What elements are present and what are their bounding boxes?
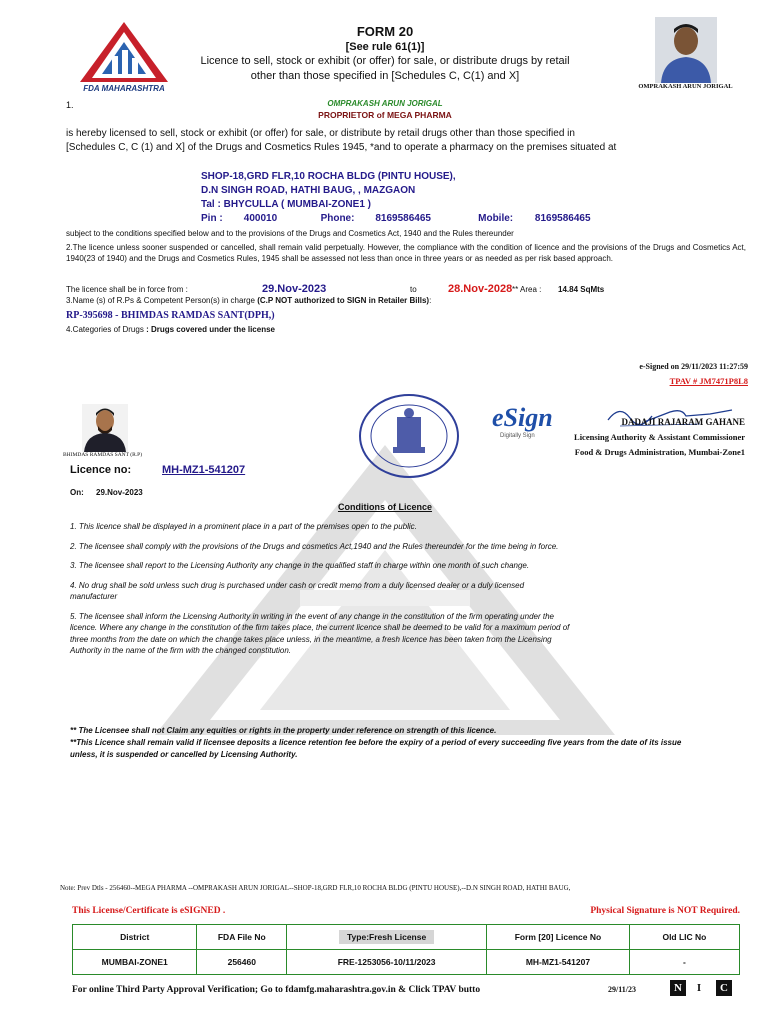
footer-date: 29/11/23 xyxy=(608,985,637,994)
esigned-notice: This License/Certificate is eSIGNED . xyxy=(72,906,226,916)
licence-notes xyxy=(70,725,690,761)
physical-signature-notice: Physical Signature is NOT Required. xyxy=(590,906,740,916)
authority-name: DADAJI RAJARAM GAHANE xyxy=(621,417,745,427)
licensee-role: PROPRIETOR of MEGA PHARMA xyxy=(318,110,452,120)
header-licence-no: Form [20] Licence No xyxy=(487,925,630,950)
force-from-date: 29.Nov-2023 xyxy=(262,283,327,295)
c-button[interactable]: C xyxy=(716,980,732,996)
cell-file-no: 256460 xyxy=(197,950,287,975)
note-equities: ** The Licensee shall not Claim any equities or rights in the property under reference on strength of this licence. xyxy=(70,726,497,735)
cell-licence-no: MH-MZ1-541207 xyxy=(487,950,630,975)
authority-department: Food & Drugs Administration, Mumbai-Zone1 xyxy=(574,447,745,457)
pharmacist-photo-caption: BHIMDAS RAMDAS SANT (R.P) xyxy=(63,452,143,458)
issue-date-label: On: xyxy=(70,488,84,497)
conditions-heading: Conditions of Licence xyxy=(337,502,432,512)
condition-item: 1. This licence shall be displayed in a prominent place in a part of the premises open to the public. xyxy=(70,522,417,531)
header-file-no: FDA File No xyxy=(197,925,287,950)
i-button[interactable]: I xyxy=(696,982,702,994)
form-subtitle-line1: Licence to sell, stock or exhibit (or offer) for sale, or distribute drugs by retail xyxy=(200,55,570,67)
table-header-row xyxy=(73,925,740,950)
phone-label: Phone: xyxy=(320,213,355,224)
owner-photo-caption: OMPRAKASH ARUN JORIGAL xyxy=(638,83,733,90)
esigned-timestamp: e-Signed on 29/11/2023 11:27:59 xyxy=(639,362,748,371)
validity-period-row xyxy=(66,283,746,297)
header-old-lic-no: Old LIC No xyxy=(629,925,739,950)
registered-pharmacist: RP-395698 - BHIMDAS RAMDAS SANT(DPH,) xyxy=(66,310,275,321)
licence-number-label: Licence no: xyxy=(70,464,132,476)
issue-date: 29.Nov-2023 xyxy=(96,488,143,497)
area-label: ** Area : xyxy=(512,285,542,294)
categories-label: 4.Categories of Drugs xyxy=(66,325,144,334)
licensee-name: OMPRAKASH ARUN JORIGAL xyxy=(327,99,443,108)
owner-photo xyxy=(655,17,717,83)
grant-line-1: is hereby licensed to sell, stock or exhibit (or offer) for sale, or distribute by retail drugs other than those specified in xyxy=(66,128,575,139)
mobile-value: 8169586465 xyxy=(534,213,591,224)
tpav-verification-text: For online Third Party Approval Verification; Go to fdamfg.maharashtra.gov.in & Click TPAV butto xyxy=(72,985,481,995)
form-rule: [See rule 61(1)] xyxy=(345,41,425,53)
issue-date-line xyxy=(70,488,143,497)
to-label: to xyxy=(410,285,417,294)
fda-seal xyxy=(358,393,460,479)
grant-line-2: [Schedules C, C (1) and X] of the Drugs and Cosmetics Rules 1945, *and to operate a pharmacy on the premises situated at xyxy=(66,142,617,153)
condition-item: 3. The licensee shall report to the Licensing Authority any change in the qualified staff in charge within one month of such change. xyxy=(70,561,530,570)
previous-details-note: Note: Prev Dtls - 256460--MEGA PHARMA --OMPRAKASH ARUN JORIGAL--SHOP-18,GRD FLR,10 ROCHA BLDG (PINTU HOUSE),--D.N SINGH ROAD, HATHI BAUG, xyxy=(60,884,571,892)
phone-value: 8169586465 xyxy=(375,213,431,224)
address-line-2: D.N SINGH ROAD, HATHI BAUG, , MAZGAON xyxy=(201,185,416,196)
note-retention-fee: **This Licence shall remain valid if licensee deposits a licence retention fee before the expiry of a period of every succeeding five years from the date of its issue unless, it is suspended or cancelled by Licensing Authority. xyxy=(70,738,682,759)
competent-person-colon: : xyxy=(429,296,432,305)
authority-signature xyxy=(600,400,740,432)
competent-person-line xyxy=(66,296,431,305)
cell-district: MUMBAI-ZONE1 xyxy=(73,950,197,975)
validity-clause: 2.The licence unless sooner suspended or cancelled, shall remain valid perpetually. However, the compliance with the condition of licence and the provisions of the Drugs and Cosmetics Act, 1940(23 of 1940) and the Drugs and Cosmetics Rules, 1945 shall be assessed not less than once in three years or as needed as per risk based approach. xyxy=(66,243,746,263)
licence-number: MH-MZ1-541207 xyxy=(162,464,246,476)
table-row xyxy=(73,950,740,975)
header-type-cell xyxy=(287,925,487,950)
svg-text:FDA MAHARASHTRA: FDA MAHARASHTRA xyxy=(83,84,165,93)
address-line-3: Tal : BHYCULLA ( MUMBAI-ZONE1 ) xyxy=(201,199,371,210)
pin-value: 400010 xyxy=(243,213,278,224)
conditions-list xyxy=(70,521,570,665)
force-label: The licence shall be in force from : xyxy=(66,285,188,294)
condition-item: 4. No drug shall be sold unless such drug is purchased under cash or credit memo from a duly licensed dealer or a duly licensed manufacturer xyxy=(70,580,525,601)
header-type: Type:Fresh License xyxy=(339,930,434,944)
address-line-1: SHOP-18,GRD FLR,10 ROCHA BLDG (PINTU HOUSE), xyxy=(201,171,456,182)
form-title: FORM 20 xyxy=(356,24,414,39)
pin-label: Pin : xyxy=(201,213,223,224)
competent-person-label: 3.Name (s) of R.Ps & Competent Person(s) in charge xyxy=(66,296,255,305)
mobile-label: Mobile: xyxy=(478,213,514,224)
form-subtitle-line2: other than those specified in [Schedules C, C(1) and X] xyxy=(250,70,520,82)
categories-value: : Drugs covered under the license xyxy=(146,325,275,334)
condition-item: 2. The licensee shall comply with the provisions of the Drugs and cosmetics Act,1940 and the Rules thereunder for the time being in force. xyxy=(70,541,559,551)
area-value: 14.84 SqMts xyxy=(558,285,605,294)
licence-grant-text xyxy=(66,127,746,155)
esign-logo-text: eSign xyxy=(492,403,553,432)
cell-old-lic-no: - xyxy=(629,950,739,975)
competent-person-note: (C.P NOT authorized to SIGN in Retailer Bills) xyxy=(257,296,430,305)
esign-tagline: Digitally Sign xyxy=(500,433,535,439)
condition-item: 5. The licensee shall inform the Licensing Authority in writing in the event of any change in the constitution of the firm operating under the licence. Where any change in the constitution of the firm takes place, the current licence shall be deemed to be valid for a maximum period of three months from the date on which the change takes place unless, in the meantime, a fresh licence has been taken from the Licensing Authority in the name of the firm with the changed constitution. xyxy=(70,611,570,655)
force-to-date: 28.Nov-2028 xyxy=(448,283,513,295)
drug-categories-line xyxy=(66,325,275,334)
item-number: 1. xyxy=(66,100,74,110)
conditions-intro: subject to the conditions specified below and to the provisions of the Drugs and Cosmetics Act, 1940 and the Rules thereunder xyxy=(66,229,514,238)
header-district: District xyxy=(73,925,197,950)
pharmacist-photo xyxy=(82,404,128,452)
authority-title: Licensing Authority & Assistant Commissioner xyxy=(574,432,745,442)
licence-summary-table xyxy=(72,924,740,975)
tpav-code[interactable]: TPAV # JM7471P8L8 xyxy=(669,376,748,386)
n-button[interactable]: N xyxy=(670,980,686,996)
address-contact-line xyxy=(201,213,591,224)
cell-type: FRE-1253056-10/11/2023 xyxy=(287,950,487,975)
